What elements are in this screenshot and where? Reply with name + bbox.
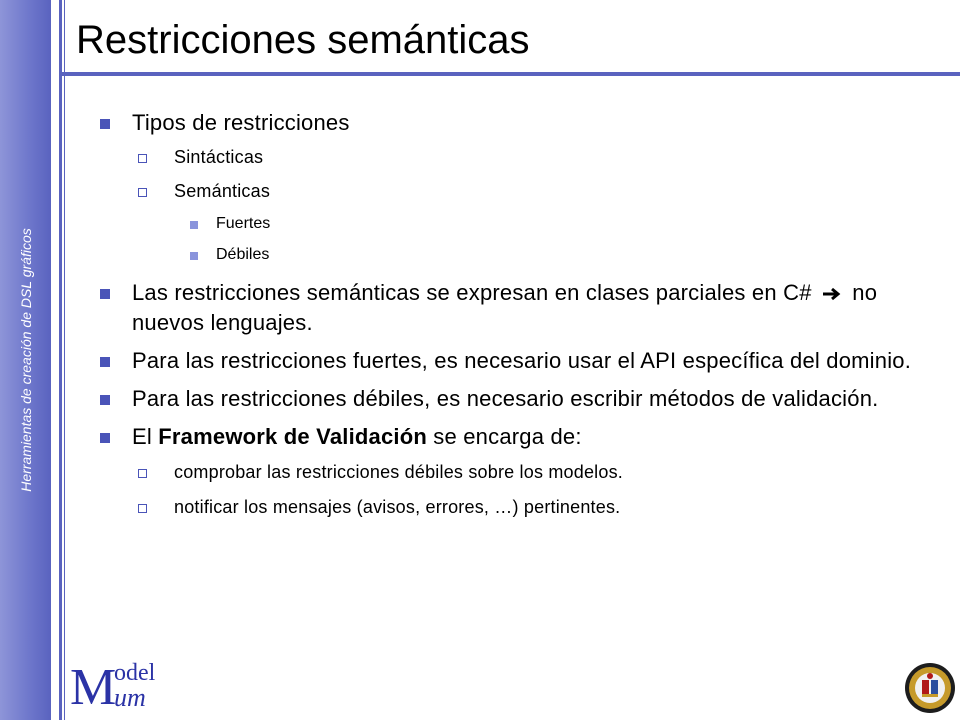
bullet-restricciones-fuertes [98, 346, 938, 376]
bullet-framework-validacion [98, 422, 938, 452]
hollow-square-bullet-icon [138, 469, 147, 478]
sidebar [0, 0, 51, 720]
bullet-text: Para las restricciones débiles, es necesario escribir métodos de validación. [132, 386, 879, 411]
slide-content [98, 108, 938, 520]
bullet-text: comprobar las restricciones débiles sobre los modelos. [174, 462, 623, 482]
square-bullet-icon [100, 433, 110, 443]
bullet-restricciones-debiles [98, 384, 938, 414]
sub-bullet-notificar [98, 495, 938, 520]
sub-bullet-comprobar [98, 460, 938, 485]
vertical-rule [59, 0, 62, 720]
hollow-square-bullet-icon [138, 188, 147, 197]
logo-letter-m: M [70, 659, 117, 714]
vertical-rule-thin [64, 0, 65, 720]
hollow-square-bullet-icon [138, 154, 147, 163]
bullet-text: Sintácticas [174, 147, 264, 167]
sub-bullet-semanticas [98, 179, 938, 204]
bullet-text: notificar los mensajes (avisos, errores, …) pertinentes. [174, 497, 621, 517]
logo-text-um: um [114, 683, 146, 712]
bullet-text-post: se encarga de: [433, 424, 582, 449]
title-underline [59, 72, 960, 76]
bullet-tipos [98, 108, 938, 138]
sidebar-caption: Herramientas de creación de DSL gráficos [18, 228, 34, 492]
square-bullet-icon [100, 395, 110, 405]
small-square-bullet-icon [190, 252, 198, 260]
arrow-right-icon [822, 287, 842, 301]
small-square-bullet-icon [190, 221, 198, 229]
sub-bullet-sintacticas [98, 145, 938, 170]
bullet-text: Semánticas [174, 181, 271, 201]
bullet-text-pre: El [132, 424, 152, 449]
bullet-text-bold: Framework de Validación [158, 424, 427, 449]
bullet-clases-parciales [98, 278, 938, 338]
slide-title: Restricciones semánticas [76, 18, 530, 62]
square-bullet-icon [100, 289, 110, 299]
bullet-text: Débiles [216, 246, 270, 263]
square-bullet-icon [100, 119, 110, 129]
university-seal-icon [904, 662, 956, 714]
bullet-text: Para las restricciones fuertes, es necesario usar el API específica del dominio. [132, 348, 912, 373]
hollow-square-bullet-icon [138, 504, 147, 513]
bullet-text: Tipos de restricciones [132, 110, 350, 135]
bullet-text: Fuertes [216, 215, 271, 232]
model-mum-logo [70, 654, 180, 714]
logo-text-odel: odel [114, 660, 156, 686]
sub-sub-bullet-debiles [98, 244, 938, 266]
sub-sub-bullet-fuertes [98, 213, 938, 235]
bullet-text-part2: no nuevos lenguajes. [132, 280, 878, 335]
square-bullet-icon [100, 357, 110, 367]
bullet-text-part1: Las restricciones semánticas se expresan en clases parciales en C# [132, 280, 812, 305]
